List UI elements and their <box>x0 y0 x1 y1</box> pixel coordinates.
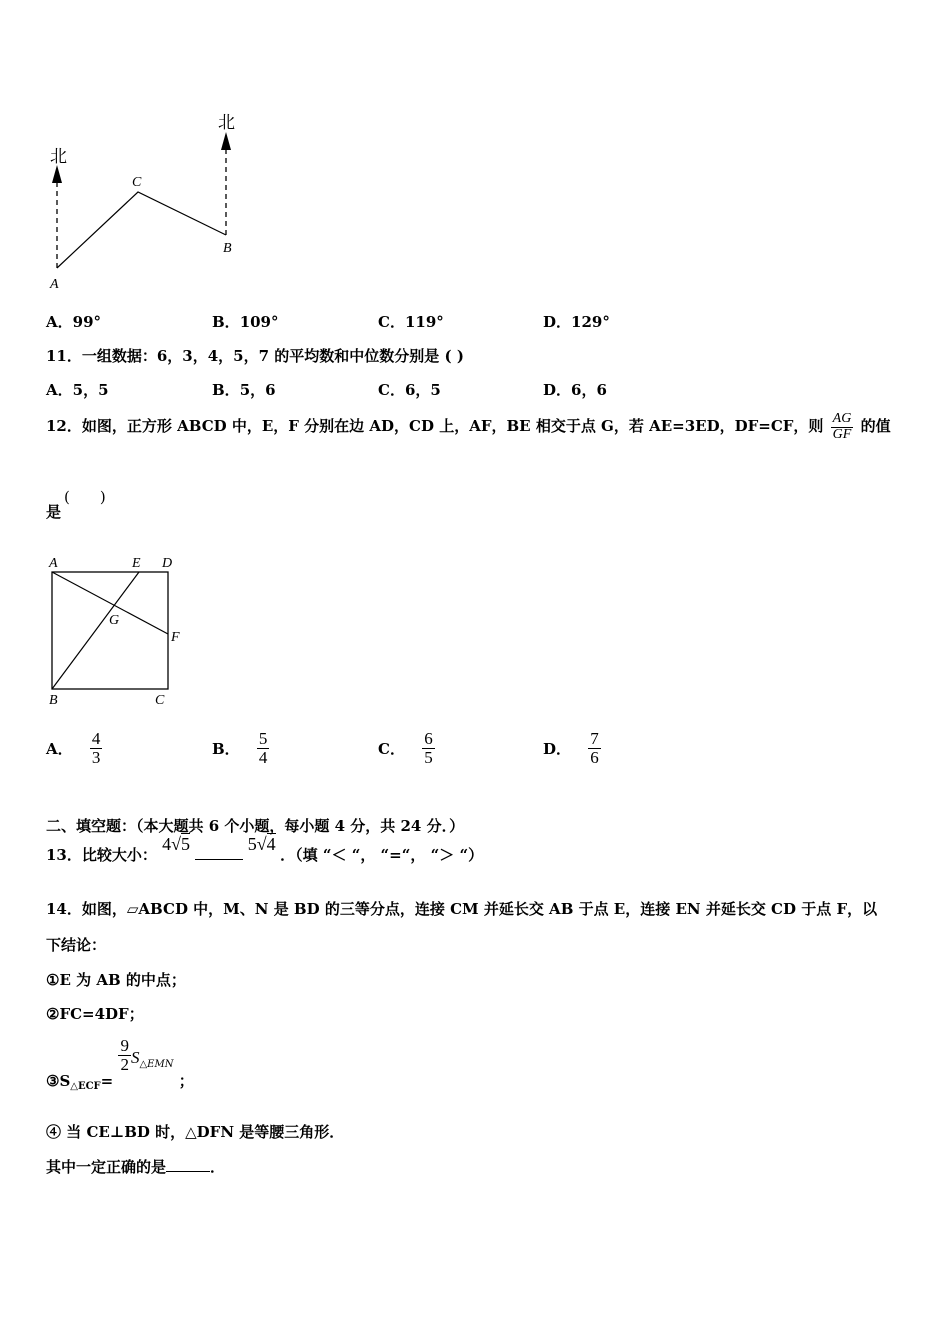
q12-option-b: B． $\frac{5}{4}$ <box>212 729 268 767</box>
q14-conclusion-2: ②FC=4DF； <box>46 1005 144 1023</box>
q10-option-b: B．109° <box>212 313 279 331</box>
q13-line <box>46 834 484 874</box>
q12-option-c: C． $\frac{6}{5}$ <box>378 729 433 767</box>
q10-option-d: D．129° <box>543 313 610 331</box>
section2-title: 二、填空题：（本大题共 6 个小题，每小题 4 分，共 24 分．） <box>46 817 465 835</box>
q14-answer-line: 其中一定正确的是 ． <box>46 1158 226 1176</box>
vertex-label-b: B <box>49 693 58 708</box>
point-label-a: A <box>50 277 59 292</box>
bearing-figure <box>40 105 250 295</box>
q12-stem <box>46 412 891 442</box>
north-arrow-left <box>52 165 62 183</box>
square-figure <box>40 550 200 712</box>
q11-option-a: A．5，5 <box>46 381 109 399</box>
vertex-label-a: A <box>49 556 58 571</box>
path-acb <box>57 192 226 268</box>
q12-stem-end: 的值 <box>860 417 891 436</box>
q12-paren: ( ) <box>64 488 106 506</box>
q11-option-d: D．6，6 <box>543 381 607 399</box>
q11-option-b: B．5，6 <box>212 381 276 399</box>
q14-conclusion-4: ④ 当 CE⊥BD 时，△DFN 是等腰三角形． <box>46 1123 345 1141</box>
vertex-label-c: C <box>155 693 165 708</box>
vertex-label-g: G <box>109 613 120 628</box>
segment-be <box>52 572 139 689</box>
q12-stem-text: 12．如图，正方形 ABCD 中，E，F 分别在边 AD，CD 上，AF，BE 相交于点 G，若 AE=3ED，DF=CF，则 <box>46 417 824 436</box>
square-abcd <box>52 572 168 689</box>
vertex-label-e: E <box>132 556 141 571</box>
north-label-right: 北 <box>218 113 235 133</box>
q14-answer-blank[interactable] <box>166 1159 210 1172</box>
q13-prefix: 13．比较大小： <box>46 846 157 864</box>
q14-conclusion-1: ①E 为 AB 的中点； <box>46 971 186 989</box>
point-label-b: B <box>223 241 232 256</box>
q12-option-d: D． $\frac{7}{6}$ <box>543 729 599 767</box>
q10-option-c: C．119° <box>378 313 444 331</box>
q14-line2: 下结论： <box>46 936 107 954</box>
vertex-label-d: D <box>162 556 173 571</box>
q13-right-radical: 5√4 <box>247 834 276 854</box>
q13-answer-blank[interactable] <box>195 847 243 860</box>
q12-line2: 是 <box>46 503 62 521</box>
q14-conclusion-3: $③S_{\triangle ECF}=$ $\frac{9}{2}$ $S_{\triangle EMN}$ ； <box>46 1036 194 1093</box>
vertex-label-f: F <box>171 630 180 645</box>
north-arrow-right <box>221 132 231 150</box>
q11-stem: 11．一组数据：6，3，4，5，7 的平均数和中位数分别是 ( ) <box>46 347 464 365</box>
q14-line1: 14．如图，▱ABCD 中，M、N 是 BD 的三等分点，连接 CM 并延长交 AB 于点 E，连接 EN 并延长交 CD 于点 F，以 <box>46 900 878 918</box>
q13-left-radical: 4√5 <box>162 834 190 854</box>
q11-option-c: C．6，5 <box>378 381 441 399</box>
point-label-c: C <box>132 175 142 190</box>
q12-ratio-fraction: $\frac{AG}{GF}$ <box>832 411 852 442</box>
q10-option-a: A．99° <box>46 313 102 331</box>
north-label-left: 北 <box>50 147 67 167</box>
q13-suffix: ．（填 “＜ “， “=“， “＞ “） <box>280 846 484 864</box>
q12-option-a: A． $\frac{4}{3}$ <box>46 729 101 767</box>
